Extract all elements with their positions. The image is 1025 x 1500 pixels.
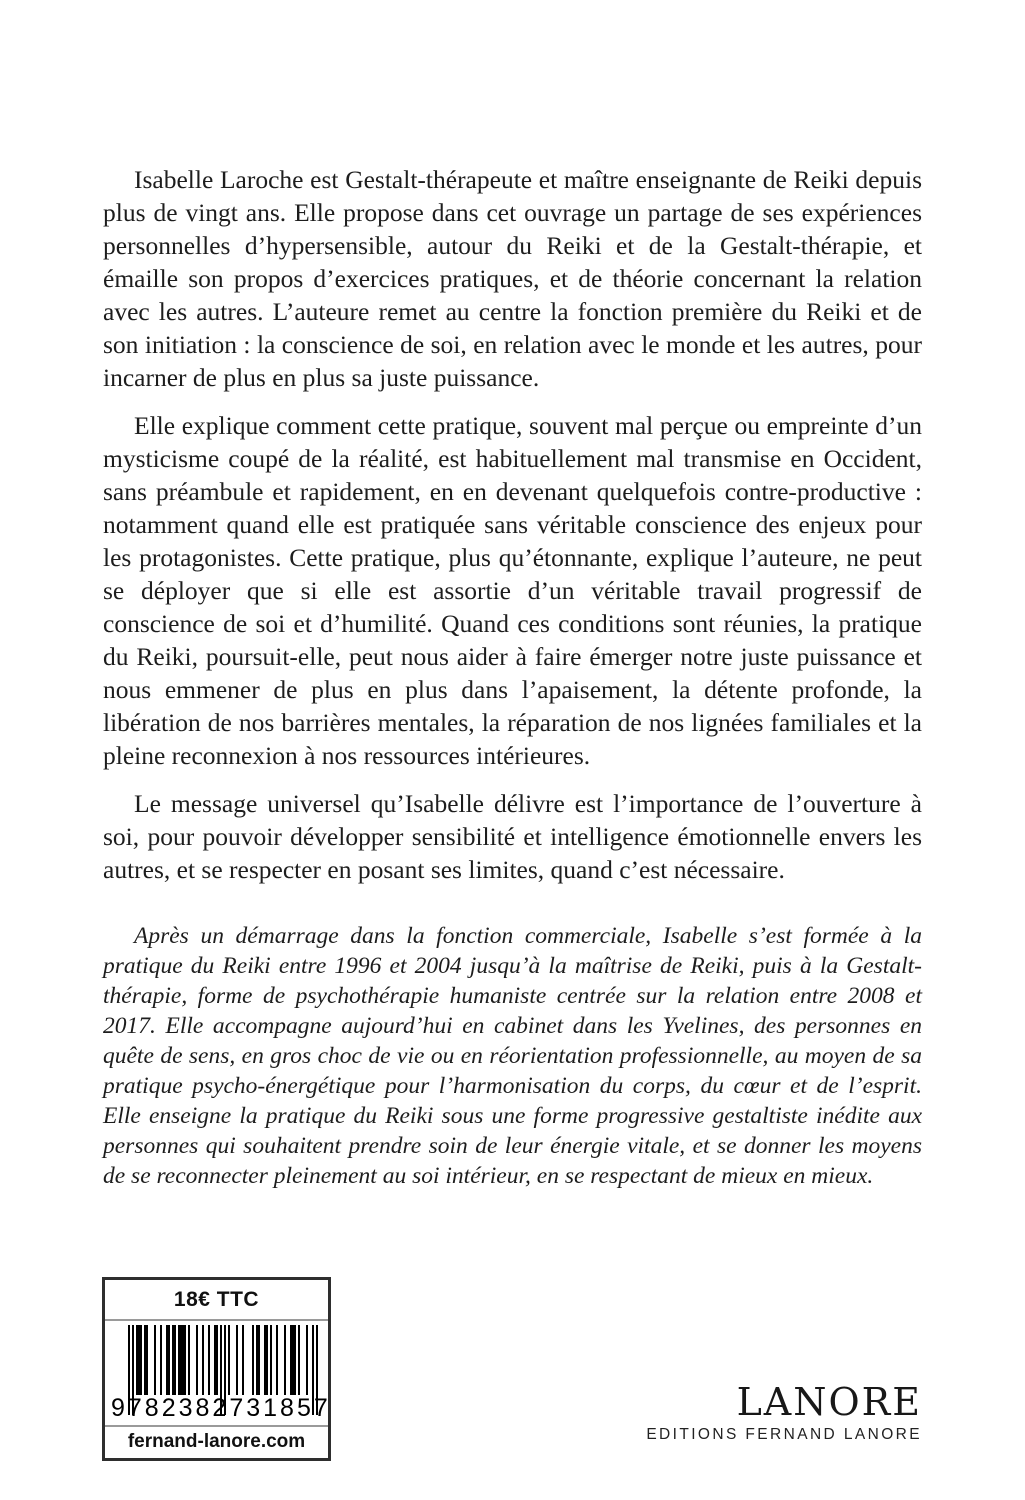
back-cover-paragraph-1: Isabelle Laroche est Gestalt-thérapeute et maître enseignante de Reiki depuis plus de vingt ans. Elle propose dans cet ouvrage un partage de ses expériences personnelles d’hypersensible, autour du Reiki et de la Gestalt-thérapie, et émaille son propos d’exercices pratiques, et de théorie concernant la relation avec les autres. L’auteure remet au centre la fonction première du Reiki et de son initiation : la conscience de soi, en relation avec le monde et les autres, pour incarner de plus en plus sa juste puissance.: [103, 165, 922, 392]
back-cover-paragraph-3: Le message universel qu’Isabelle délivre est l’importance de l’ouverture à soi, pour pouvoir développer sensibilité et intelligence émotionnelle envers les autres, et se respecter en posant ses limites, quand c’est nécessaire.: [103, 789, 922, 884]
price-label: 18€ TTC: [105, 1280, 328, 1321]
author-bio-paragraph: Après un démarrage dans la fonction commerciale, Isabelle s’est formée à la pratique du Reiki entre 1996 et 2004 jusqu’à la maîtrise de Reiki, puis à la Gestalt-thérapie, forme de psychothérapie humaniste centrée sur la relation entre 2008 et 2017. Elle accompagne aujourd’hui en cabinet dans les Yvelines, des personnes en quête de sens, en gros choc de vie ou en réorientation professionnelle, au moyen de sa pratique psycho-énergétique pour l’harmonisation du corps, du cœur et de l’esprit. Elle enseigne la pratique du Reiki sous une forme progressive gestaltiste inédite aux personnes qui souhaitent prendre soin de leur énergie vitale, et se donner les moyens de se reconnecter pleinement au soi intérieur, en se respectant de mieux en mieux.: [103, 923, 922, 1189]
publisher-logo: [646, 1380, 922, 1444]
price-barcode-box: [102, 1277, 331, 1461]
publisher-tagline: EDITIONS FERNAND LANORE: [646, 1425, 922, 1443]
back-cover-text-block: [103, 163, 922, 1191]
barcode-digit-group-3: 731857: [229, 1394, 331, 1422]
barcode-digit-group-2: 782382: [127, 1394, 230, 1422]
barcode-digit-group-1: 9: [111, 1394, 128, 1422]
barcode-digits: [111, 1394, 331, 1423]
back-cover-paragraph-2: Elle explique comment cette pratique, souvent mal perçue ou empreinte d’un mysticisme coupé de la réalité, est habituellement mal transmise en Occident, sans préambule et rapidement, en en devenant quelquefois contre-productive : notamment quand elle est pratiquée sans véritable conscience des enjeux pour les protagonistes. Cette pratique, plus qu’étonnante, explique l’auteure, ne peut se déployer que si elle est assortie d’un véritable travail progressif de conscience de soi et d’humilité. Quand ces conditions sont réunies, la pratique du Reiki, poursuit-elle, peut nous aider à faire émerger notre juste puissance et nous emmener de plus en plus dans l’apaisement, la détente profonde, la libération de nos barrières mentales, la réparation de nos lignées familiales et la pleine reconnexion à nos ressources intérieures.: [103, 411, 922, 770]
publisher-website: fernand-lanore.com: [127, 1431, 306, 1452]
publisher-wordmark: LANORE: [736, 1380, 922, 1424]
barcode: [105, 1321, 331, 1427]
